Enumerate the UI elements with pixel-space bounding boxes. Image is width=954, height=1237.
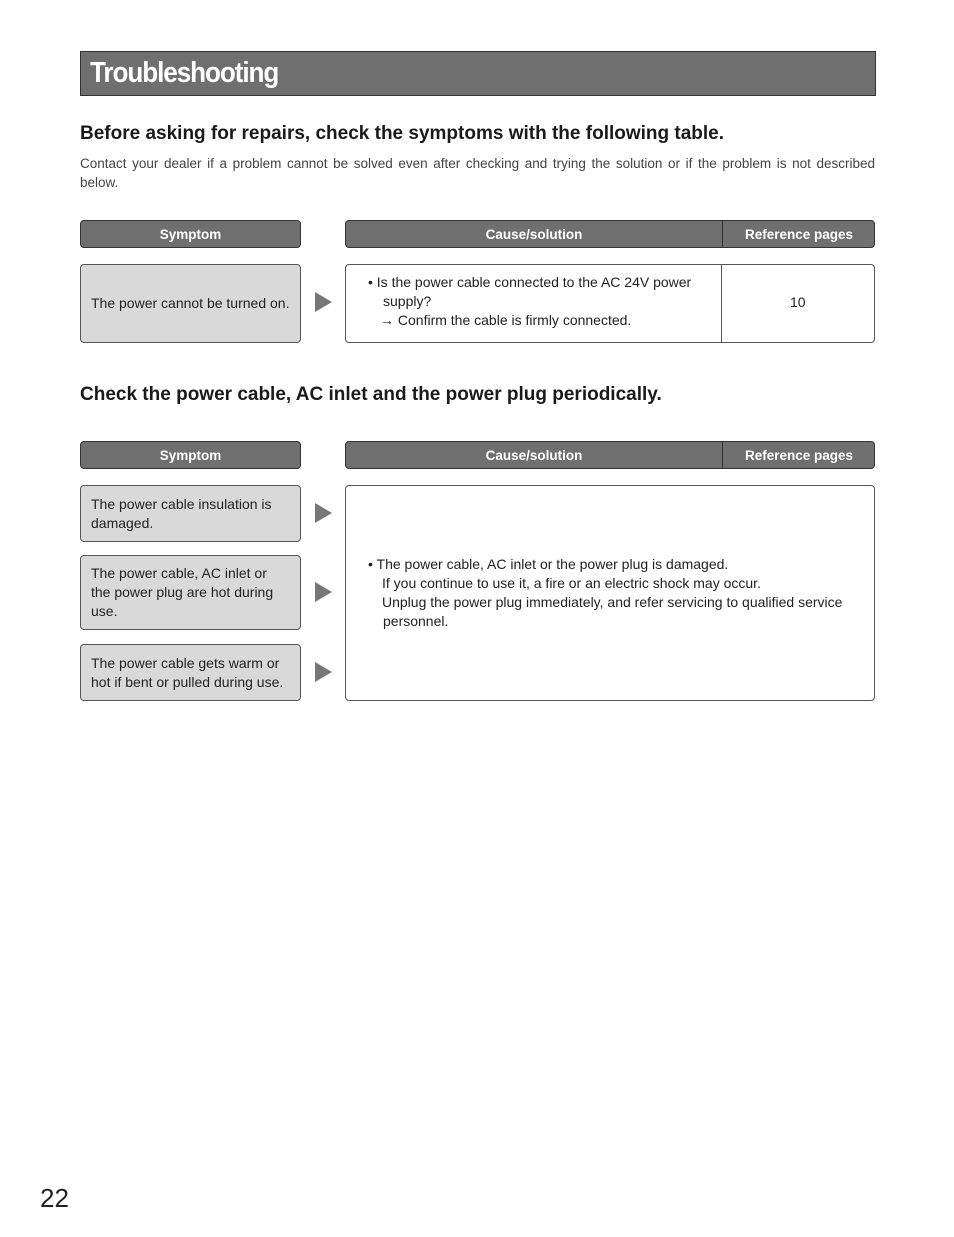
- table2-symptom-2: [80, 555, 301, 630]
- table2-cause: [345, 485, 875, 701]
- right-triangle-arrow-icon: [315, 582, 332, 602]
- cause-line: • The power cable, AC inlet or the power plug is damaged.: [368, 556, 729, 572]
- table2-symptom-3-text: The power cable gets warm or hot if bent or pulled during use.: [91, 654, 284, 690]
- table2-symptom-1: [80, 485, 301, 542]
- right-triangle-arrow-icon: [315, 662, 332, 682]
- cause-line: → Confirm the cable is firmly connected.: [380, 312, 632, 328]
- table2-cause-header-label: Cause/solution: [485, 447, 583, 463]
- section2-heading: Check the power cable, AC inlet and the power plug periodically.: [80, 384, 662, 405]
- table1-symptom-1-text: The power cannot be turned on.: [91, 295, 290, 311]
- table2-symptom-1-text: The power cable insulation is damaged.: [91, 495, 272, 531]
- table1-reference-1: 10: [790, 294, 806, 310]
- section1-heading: Before asking for repairs, check the symptoms with the following table.: [80, 123, 725, 144]
- table2-cause-header: [345, 441, 875, 469]
- table1-symptom-1: [80, 264, 301, 343]
- table1-row-divider: [721, 265, 722, 342]
- table2-cause-text: [368, 555, 842, 631]
- table2-symptom-3: [80, 644, 301, 701]
- section1-intro: Contact your dealer if a problem cannot be solved even after checking and trying the solution or if the problem is not described below.: [80, 156, 875, 190]
- cause-line: Unplug the power plug immediately, and refer servicing to qualified service: [382, 594, 843, 610]
- table1-symptom-header-label: Symptom: [159, 226, 222, 242]
- table1-cause-header-label: Cause/solution: [485, 226, 583, 242]
- cause-line: personnel.: [383, 613, 449, 629]
- table1-cause-1-text: [368, 273, 691, 330]
- right-triangle-arrow-icon: [315, 503, 332, 523]
- table2-symptom-header: [80, 441, 301, 469]
- right-triangle-arrow-icon: [315, 292, 332, 312]
- table2-symptom-2-text: The power cable, AC inlet or the power plug are hot during use.: [91, 565, 274, 619]
- page-number: 22: [40, 1183, 69, 1213]
- cause-line: • Is the power cable connected to the AC 24V power: [368, 274, 692, 290]
- table1-reference-header-label: Reference pages: [744, 226, 854, 242]
- table2-symptom-header-label: Symptom: [159, 447, 222, 463]
- page-title: Troubleshooting: [90, 57, 279, 89]
- table1-symptom-header: [80, 220, 301, 248]
- cause-line: If you continue to use it, a fire or an electric shock may occur.: [382, 575, 761, 591]
- page-title-bar: [80, 51, 876, 96]
- cause-line: supply?: [383, 293, 432, 309]
- table2-reference-header-label: Reference pages: [744, 447, 854, 463]
- table1-cause-header: [345, 220, 875, 248]
- table1-cause-1: [345, 264, 875, 343]
